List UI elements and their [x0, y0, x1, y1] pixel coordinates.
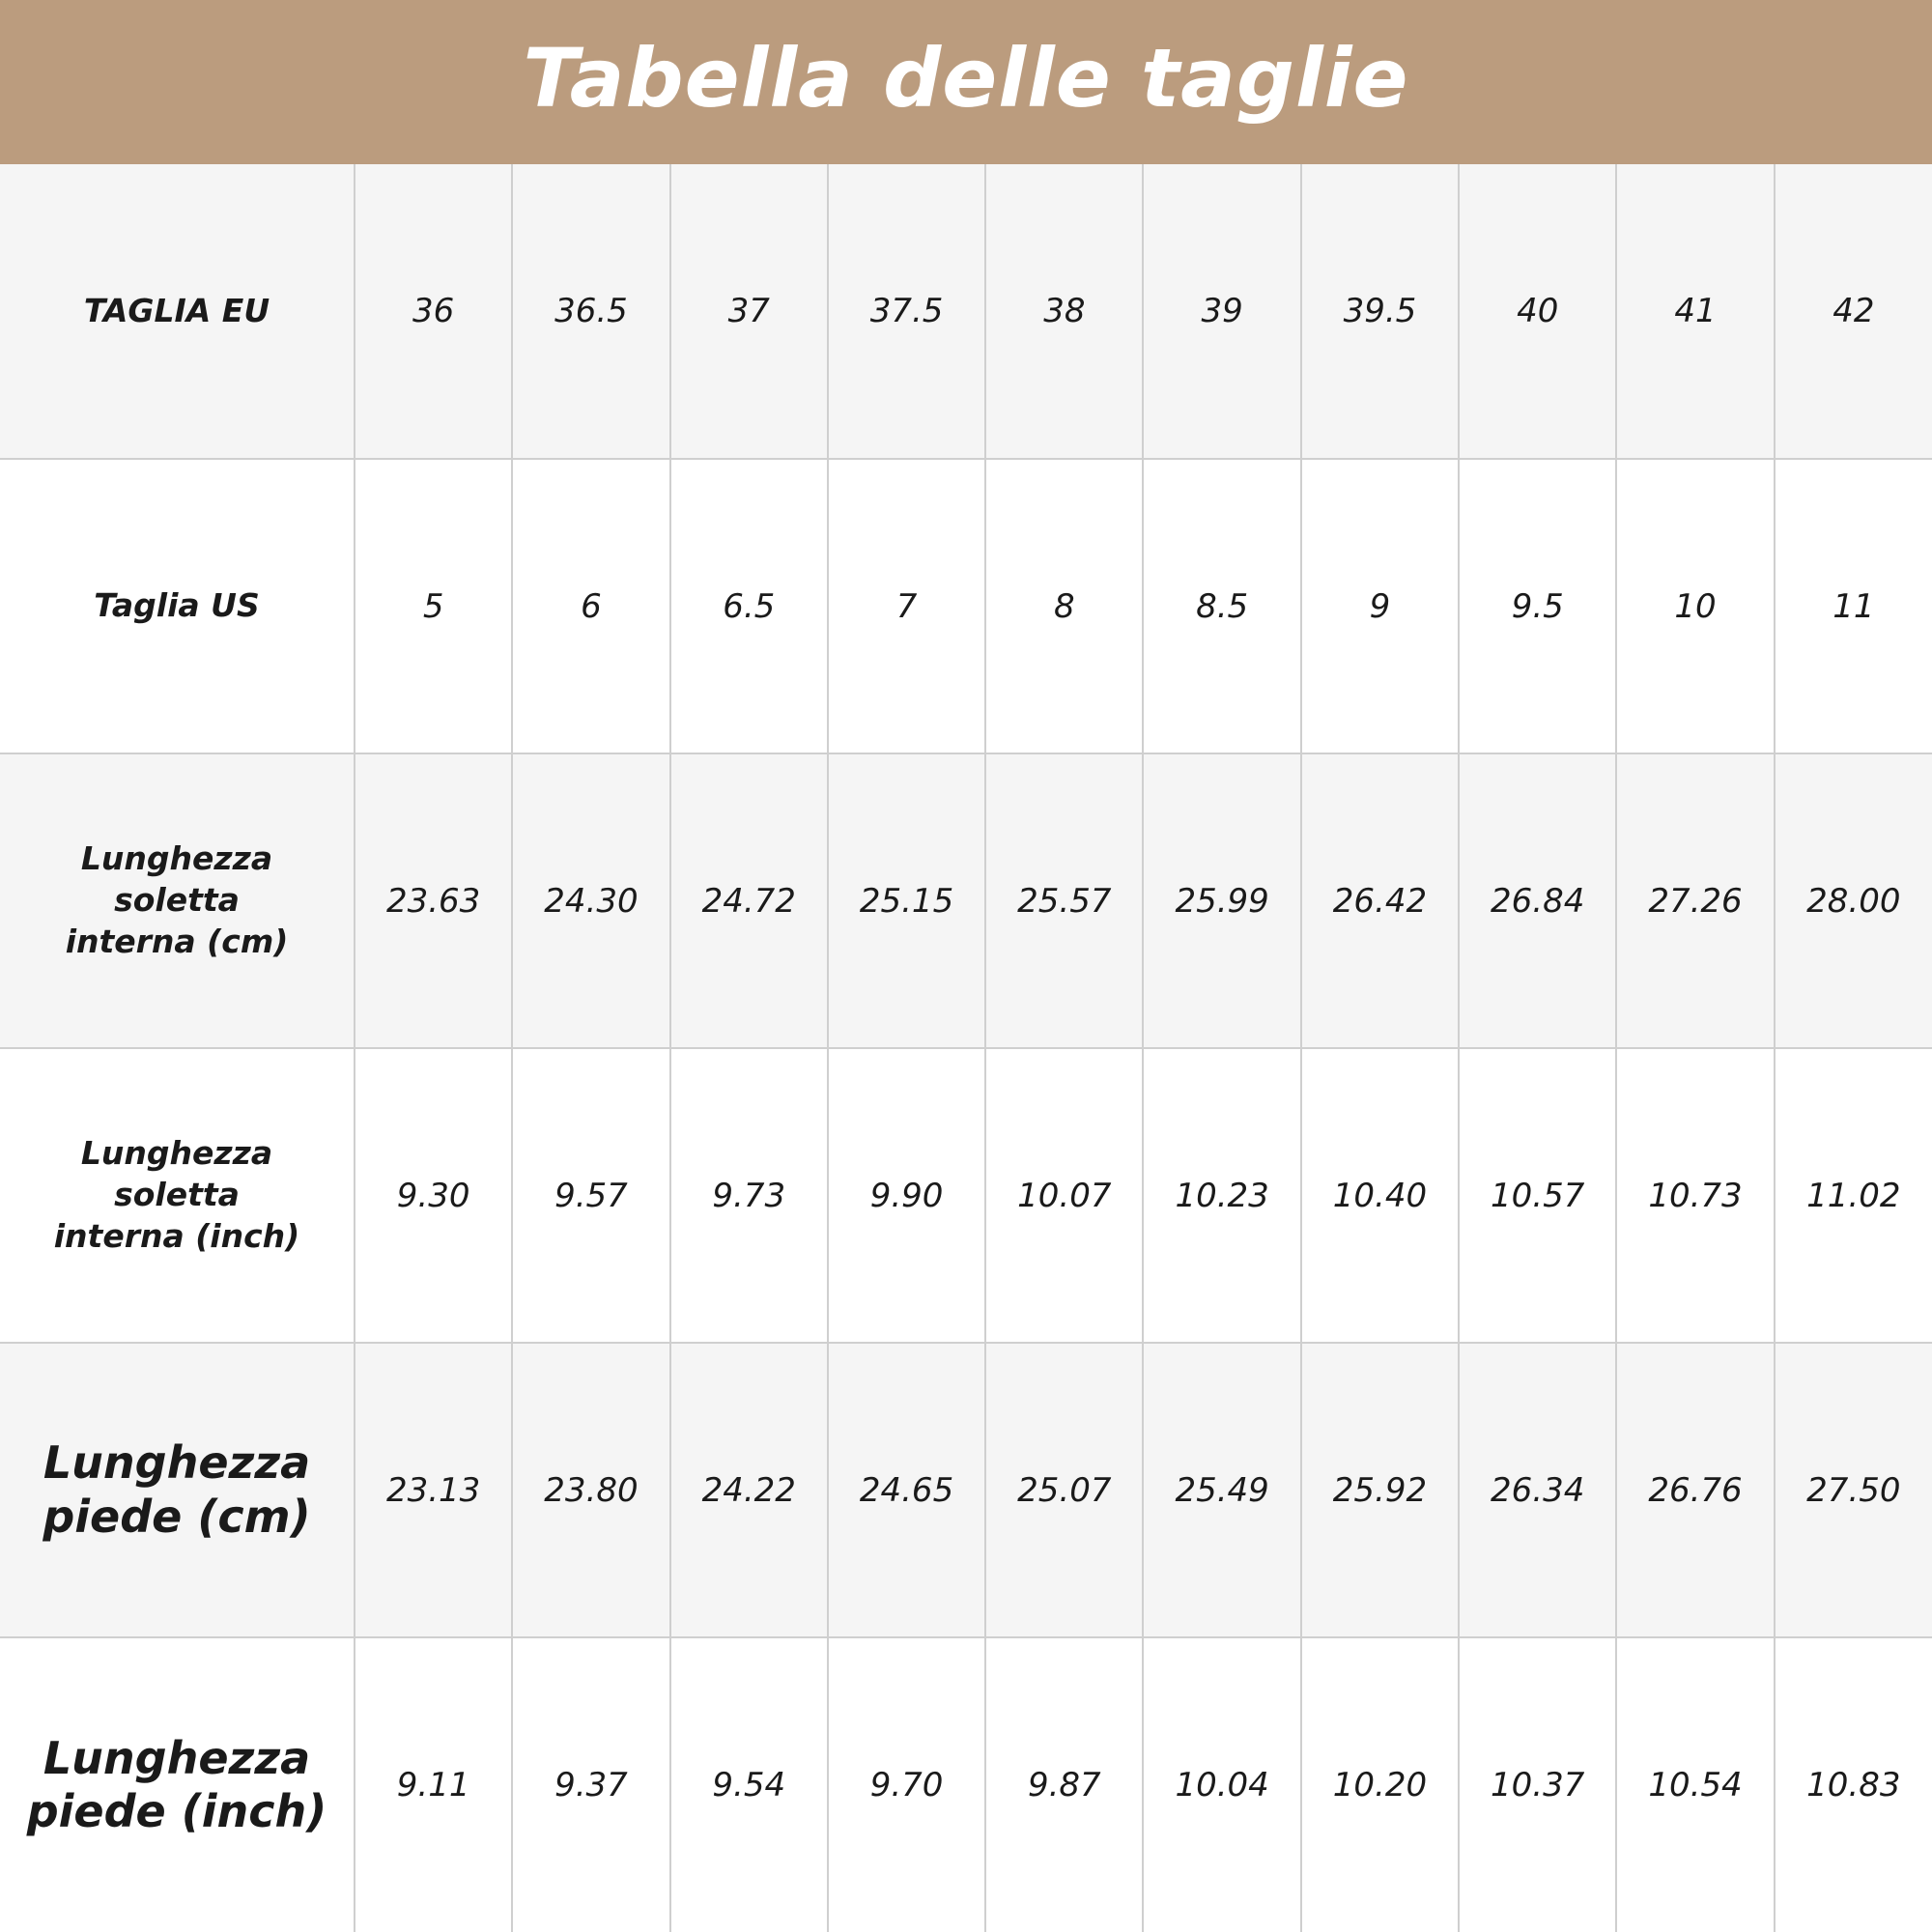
row-label-line: Lunghezza soletta: [80, 1134, 273, 1214]
table-cell: 9.37: [512, 1637, 669, 1932]
table-cell: 10.54: [1616, 1637, 1774, 1932]
row-label-line: TAGLIA EU: [83, 291, 270, 329]
table-cell: 10.40: [1301, 1048, 1459, 1343]
table-cell: 10.37: [1459, 1637, 1616, 1932]
title-banner: [0, 0, 1932, 164]
table-cell: 11: [1775, 459, 1932, 753]
row-label-line: Lunghezza soletta: [80, 839, 273, 920]
table-cell: 9.57: [512, 1048, 669, 1343]
size-table: [0, 164, 1932, 1932]
table-cell: 27.50: [1775, 1343, 1932, 1637]
table-cell: 9: [1301, 459, 1459, 753]
row-label-line: interna (inch): [53, 1216, 300, 1255]
size-table-body: [0, 164, 1932, 1932]
table-cell: 26.34: [1459, 1343, 1616, 1637]
row-label-line: Lunghezza: [43, 1436, 311, 1490]
row-foot-cm: [0, 1343, 1932, 1637]
table-cell: 6: [512, 459, 669, 753]
table-cell: 42: [1775, 164, 1932, 459]
table-cell: 9.30: [355, 1048, 512, 1343]
table-cell: 9.87: [985, 1637, 1143, 1932]
table-cell: 40: [1459, 164, 1616, 459]
table-cell: 25.07: [985, 1343, 1143, 1637]
table-cell: 41: [1616, 164, 1774, 459]
table-cell: 39.5: [1301, 164, 1459, 459]
table-cell: 9.54: [670, 1637, 828, 1932]
table-cell: 37.5: [828, 164, 985, 459]
row-insole-cm: [0, 753, 1932, 1048]
page-title: Tabella delle taglie: [523, 31, 1409, 126]
row-label: [0, 1048, 355, 1343]
row-label-line: piede (inch): [26, 1785, 327, 1837]
row-us-size: [0, 459, 1932, 753]
table-cell: 25.15: [828, 753, 985, 1048]
table-cell: 26.76: [1616, 1343, 1774, 1637]
table-cell: 23.80: [512, 1343, 669, 1637]
table-cell: 7: [828, 459, 985, 753]
table-cell: 10.07: [985, 1048, 1143, 1343]
row-label: [0, 164, 355, 459]
row-label-line: interna (cm): [65, 922, 289, 960]
table-cell: 10.23: [1143, 1048, 1300, 1343]
table-cell: 10.20: [1301, 1637, 1459, 1932]
table-cell: 8.5: [1143, 459, 1300, 753]
row-label-line: Taglia US: [94, 586, 260, 625]
table-cell: 5: [355, 459, 512, 753]
table-cell: 28.00: [1775, 753, 1932, 1048]
row-label: [0, 1343, 355, 1637]
table-cell: 26.84: [1459, 753, 1616, 1048]
table-cell: 24.30: [512, 753, 669, 1048]
table-cell: 25.57: [985, 753, 1143, 1048]
table-cell: 11.02: [1775, 1048, 1932, 1343]
table-cell: 9.11: [355, 1637, 512, 1932]
table-cell: 9.70: [828, 1637, 985, 1932]
table-cell: 10: [1616, 459, 1774, 753]
table-cell: 38: [985, 164, 1143, 459]
table-cell: 23.13: [355, 1343, 512, 1637]
table-cell: 23.63: [355, 753, 512, 1048]
table-cell: 10.83: [1775, 1637, 1932, 1932]
row-label: [0, 1637, 355, 1932]
row-label-line: Lunghezza: [43, 1731, 311, 1784]
table-cell: 8: [985, 459, 1143, 753]
table-cell: 9.90: [828, 1048, 985, 1343]
table-cell: 25.99: [1143, 753, 1300, 1048]
table-cell: 26.42: [1301, 753, 1459, 1048]
table-cell: 24.72: [670, 753, 828, 1048]
row-label: [0, 459, 355, 753]
table-cell: 10.04: [1143, 1637, 1300, 1932]
row-foot-inch: [0, 1637, 1932, 1932]
table-cell: 25.49: [1143, 1343, 1300, 1637]
table-cell: 39: [1143, 164, 1300, 459]
table-cell: 36: [355, 164, 512, 459]
table-cell: 10.57: [1459, 1048, 1616, 1343]
row-label: [0, 753, 355, 1048]
row-label-line: piede (cm): [43, 1490, 311, 1543]
table-cell: 24.22: [670, 1343, 828, 1637]
row-eu-size: [0, 164, 1932, 459]
table-cell: 37: [670, 164, 828, 459]
table-cell: 36.5: [512, 164, 669, 459]
table-cell: 10.73: [1616, 1048, 1774, 1343]
table-cell: 27.26: [1616, 753, 1774, 1048]
table-cell: 25.92: [1301, 1343, 1459, 1637]
table-cell: 9.5: [1459, 459, 1616, 753]
row-insole-inch: [0, 1048, 1932, 1343]
table-cell: 6.5: [670, 459, 828, 753]
table-cell: 9.73: [670, 1048, 828, 1343]
table-cell: 24.65: [828, 1343, 985, 1637]
